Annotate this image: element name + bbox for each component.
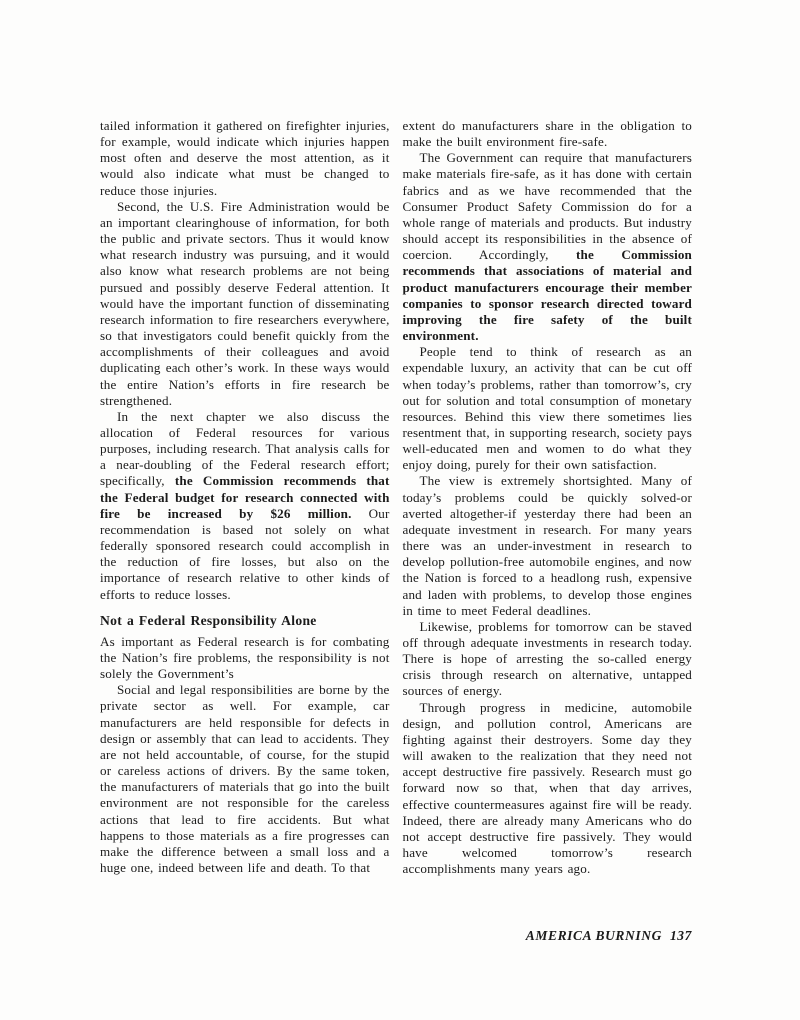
body-text-run: tailed information it gathered on firefighter injuries, for example, would indicate which injuries happen most often and deserve the most attention, as it would also indicate what must be changed to reduce those injuries. — [100, 118, 390, 198]
body-text-run: Through progress in medicine, automobile design, and pollution control, Americans are fighting against their destroyers. Some day they will awaken to the realization that they need not accept destructive fire passively. Research must go forward now so that, when that day arrives, effective countermeasures against fire will be ready. Indeed, there are already many Americans who do not accept destructive fire passively. They would have welcomed tomorrow’s research accomplishments many years ago. — [402, 699, 692, 877]
paragraph — [100, 682, 390, 876]
body-text-run: The Government can require that manufacturers make materials fire-safe, as it has done with certain fabrics and as we have recommended that the Consumer Product Safety Commission do for a whole range of materials and products. But industry should accept its responsibilities in the absence of coercion. Accordingly, — [402, 150, 692, 263]
body-text-run: The view is extremely shortsighted. Many of today’s problems could be quickly solved-or averted altogether-if yesterday there had been an adequate investment in research. For many years there was an under-investment in research to develop pollution-free automobile engines, and now the Nation is forced to a headlong rush, expensive and laden with problems, to develop those engines in time to meet Federal deadlines. — [402, 473, 692, 618]
running-footer — [526, 928, 692, 944]
text-column-right — [403, 118, 693, 877]
text-column-left — [100, 118, 390, 877]
body-text-run: People tend to think of research as an expendable luxury, an activity that can be cut off when today’s problems, rather than tomorrow’s, cry out for solution and total consumption of monetary resources. Behind this view there sometimes lies resentment that, in supporting research, society pays well-educated men and women to do what they enjoy doing, purely for their own satisfaction. — [402, 344, 692, 473]
paragraph — [100, 199, 390, 409]
body-text-run: Our recommendation is based not solely on what federally sponsored research could accomplish in the reduction of fire losses, but also on the importance of research relative to other kinds of efforts to reduce losses. — [100, 505, 390, 602]
paragraph — [100, 634, 390, 682]
bold-recommendation-text: the Commission recommends that associations of material and product manufacturers encourage their member companies to sponsor research directed toward improving the fire safety of the built environment. — [402, 247, 692, 344]
bold-recommendation-text: the Commission recommends that the Federal budget for research connected with fire be increased by $26 million. — [100, 473, 390, 521]
paragraph — [100, 409, 390, 603]
paragraph — [403, 150, 693, 344]
page-number: 137 — [669, 928, 692, 943]
paragraph — [403, 118, 693, 150]
body-text-run: Likewise, problems for tomorrow can be staved off through adequate investments in research today. There is hope of arresting the so-called energy crisis through research on alternative, untapped sources of energy. — [402, 618, 692, 699]
body-text-run: Second, the U.S. Fire Administration would be an important clearinghouse of information, for both the public and private sectors. Thus it would know what research industry was pursuing, and it would also know what research problems are not being pursued and possibly deserve Federal attention. It would have the important function of disseminating research information to fire researchers everywhere, so that investigators could benefit quickly from the accomplishments of their colleagues and avoid duplicating each other’s work. In these ways would the entire Nation’s efforts in fire research be strengthened. — [100, 198, 390, 408]
section-heading: Not a Federal Responsibility Alone — [100, 612, 317, 628]
paragraph — [403, 700, 693, 878]
body-text-run: Social and legal responsibilities are borne by the private sector as well. For example, car manufacturers are held responsible for defects in design or assembly that can lead to accidents. They are not held accountable, of course, for the stupid or careless actions of drivers. By the same token, the manufacturers of materials that go into the built environment are not responsible for the careless actions that lead to fire accidents. But what happens to those materials as a fire progresses can make the difference between a small loss and a huge one, indeed between life and death. To that — [100, 682, 390, 876]
body-text-run: extent do manufacturers share in the obligation to make the built environment fire-safe. — [402, 118, 692, 150]
body-text-run: As important as Federal research is for combating the Nation’s fire problems, the responsibility is not solely the Government’s — [100, 633, 390, 682]
paragraph — [403, 344, 693, 473]
document-page — [100, 118, 692, 877]
book-title: AMERICA BURNING — [525, 928, 662, 943]
paragraph — [100, 118, 390, 199]
paragraph — [403, 473, 693, 618]
paragraph — [403, 619, 693, 700]
body-text-run: In the next chapter we also discuss the allocation of Federal resources for various purposes, including research. That analysis calls for a near-doubling of the Federal research effort; specifically, — [100, 408, 390, 489]
